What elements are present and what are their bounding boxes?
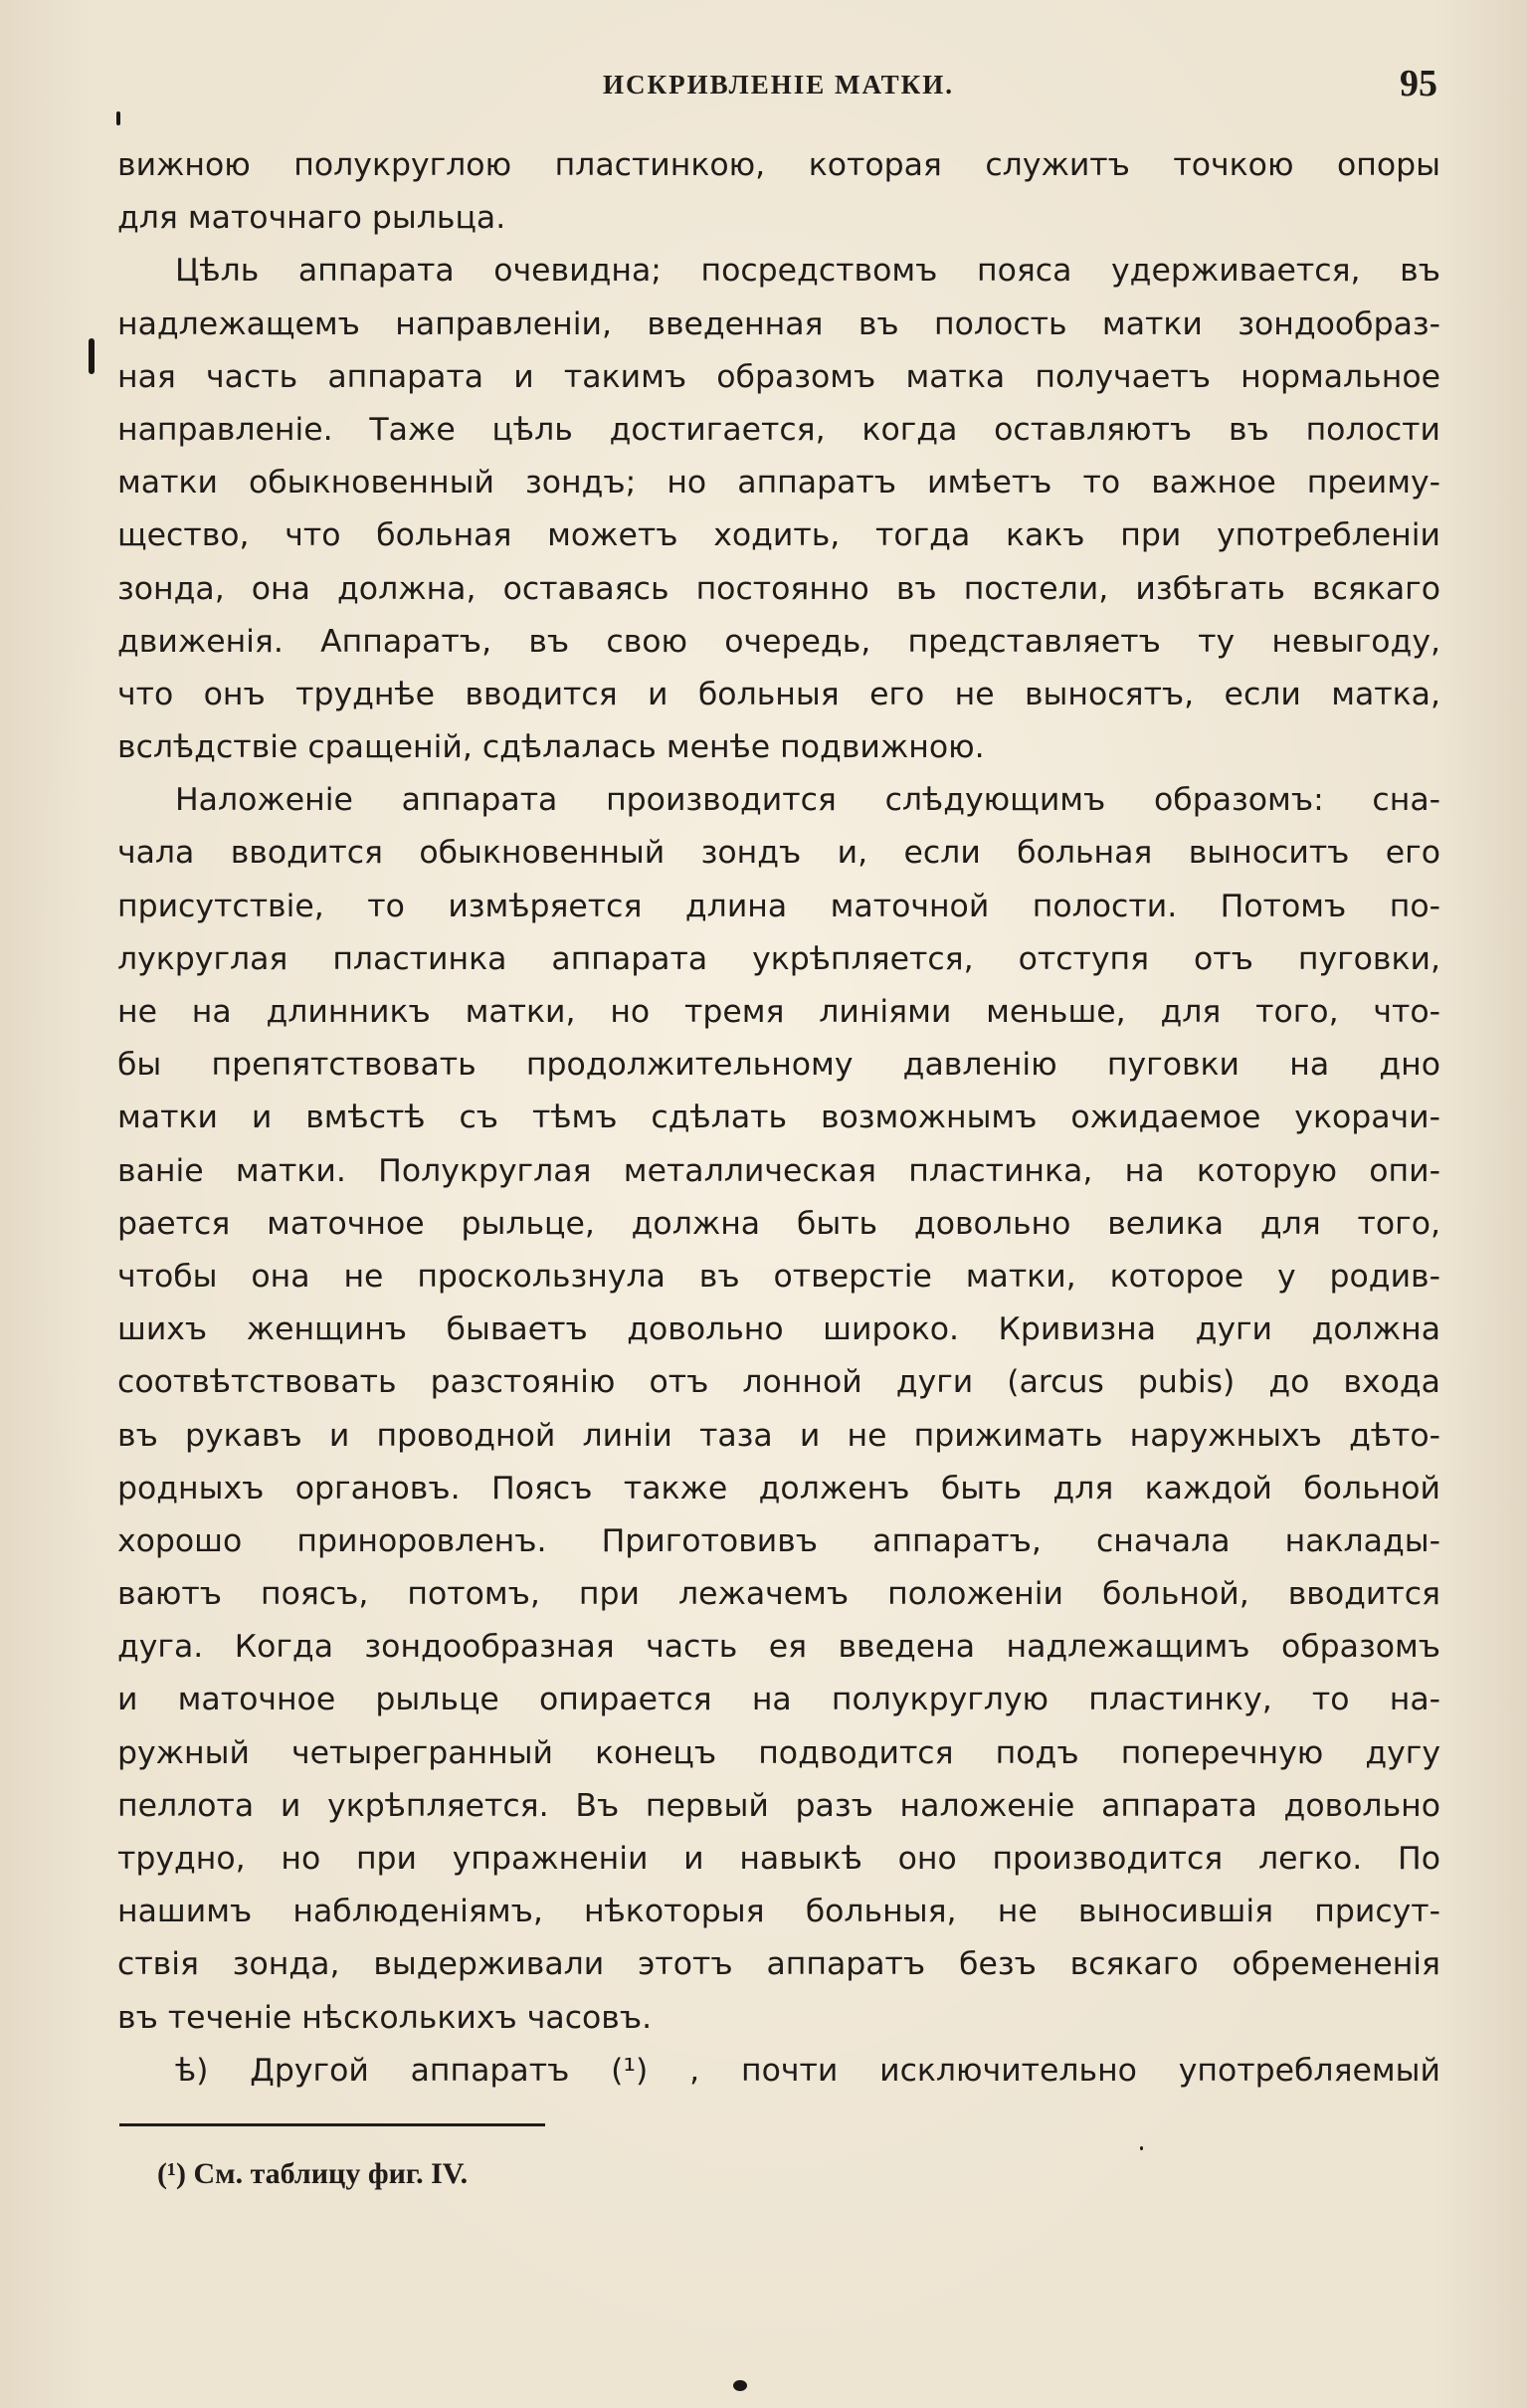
text-line: чтобы она не проскользнула въ отверстіе матки, которое у родив-: [117, 1258, 1440, 1295]
text-line: и маточное рыльце опирается на полукруглую пластинку, то на-: [117, 1682, 1440, 1718]
text-line: надлежащемъ направленіи, введенная въ полость матки зондообраз-: [117, 305, 1440, 342]
running-title: ИСКРИВЛЕНІЕ МАТКИ.: [603, 70, 954, 100]
text-line: родныхъ органовъ. Поясъ также долженъ быть для каждой больной: [117, 1470, 1440, 1506]
text-line: матки обыкновенный зондъ; но аппаратъ имѣетъ то важное преиму-: [117, 465, 1440, 502]
text-line: ружный четырегранный конецъ подводится подъ поперечную дугу: [117, 1734, 1440, 1771]
text-line: Наложеніе аппарата производится слѣдующимъ образомъ: сна-: [175, 782, 1440, 819]
body-text: [117, 139, 1440, 2098]
text-line: Цѣль аппарата очевидна; посредствомъ пояса удерживается, въ: [175, 253, 1440, 290]
running-head: [119, 62, 1437, 111]
footnote: (¹) См. таблицу фиг. IV.: [157, 2157, 469, 2190]
ink-speck: [733, 2380, 747, 2391]
text-line: направленіе. Таже цѣль достигается, когда оставляютъ въ полости: [117, 411, 1440, 448]
text-line: вижною полукруглою пластинкою, которая служитъ точкою опоры: [117, 147, 1440, 183]
text-line: бы препятствовать продолжительному давленію пуговки на дно: [117, 1047, 1440, 1084]
text-line: соотвѣтствовать разстоянію отъ лонной дуги (arcus pubis) до входа: [117, 1364, 1440, 1401]
text-line: зонда, она должна, оставаясь постоянно въ постели, избѣгать всякаго: [117, 570, 1440, 607]
text-line: нашимъ наблюденіямъ, нѣкоторыя больныя, не выносившія присут-: [117, 1894, 1440, 1930]
text-line: пеллота и укрѣпляется. Въ первый разъ наложеніе аппарата довольно: [117, 1787, 1440, 1824]
text-line: ѣ) Другой аппаратъ (¹) , почти исключительно употребляемый: [175, 2052, 1440, 2089]
text-line: матки и вмѣстѣ съ тѣмъ сдѣлать возможнымъ ожидаемое укорачи-: [117, 1100, 1440, 1136]
ink-speck: [89, 338, 95, 374]
text-line: трудно, но при упражненіи и навыкѣ оно производится легко. По: [117, 1841, 1440, 1877]
text-line: лукруглая пластинка аппарата укрѣпляется, отступя отъ пуговки,: [117, 940, 1440, 977]
text-line: ваніе матки. Полукруглая металлическая пластинка, на которую опи-: [117, 1152, 1440, 1189]
text-line: чала вводится обыкновенный зондъ и, если больная выноситъ его: [117, 835, 1440, 872]
text-line: щество, что больная можетъ ходить, тогда какъ при употребленіи: [117, 517, 1440, 554]
text-line: шихъ женщинъ бываетъ довольно широко. Кривизна дуги должна: [117, 1311, 1440, 1348]
text-line: не на длинникъ матки, но тремя линіями меньше, для того, что-: [117, 994, 1440, 1030]
text-line: вслѣдствіе сращеній, сдѣлалась менѣе подвижною.: [117, 729, 985, 766]
text-line: ваютъ поясъ, потомъ, при лежачемъ положеніи больной, вводится: [117, 1576, 1440, 1613]
text-line: въ рукавъ и проводной линіи таза и не прижимать наружныхъ дѣто-: [117, 1417, 1440, 1454]
text-line: рается маточное рыльце, должна быть довольно велика для того,: [117, 1205, 1440, 1242]
text-line: для маточнаго рыльца.: [117, 200, 506, 237]
text-line: ствія зонда, выдерживали этотъ аппаратъ безъ всякаго обремененія: [117, 1946, 1440, 1983]
text-line: дуга. Когда зондообразная часть ея введена надлежащимъ образомъ: [117, 1629, 1440, 1666]
text-line: присутствіе, то измѣряется длина маточной полости. Потомъ по-: [117, 888, 1440, 924]
text-line: хорошо приноровленъ. Приготовивъ аппаратъ, сначала наклады-: [117, 1522, 1440, 1559]
text-line: движенія. Аппаратъ, въ свою очередь, представляетъ ту невыгоду,: [117, 623, 1440, 660]
footnote-rule: [119, 2123, 545, 2126]
text-line: въ теченіе нѣсколькихъ часовъ.: [117, 1999, 653, 2036]
ink-speck: [1140, 2146, 1143, 2150]
text-line: ная часть аппарата и такимъ образомъ матка получаетъ нормальное: [117, 358, 1440, 395]
ink-speck: [116, 111, 120, 125]
page-number: 95: [1400, 63, 1437, 104]
text-line: что онъ труднѣе вводится и больныя его не выносятъ, если матка,: [117, 676, 1440, 712]
